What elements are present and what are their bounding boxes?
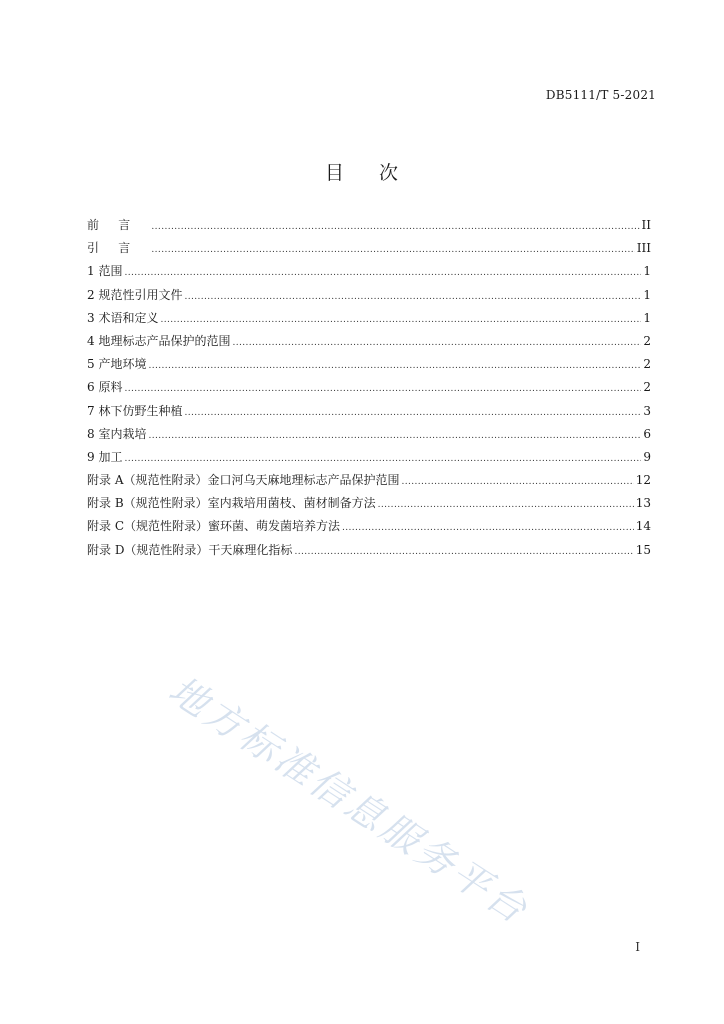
toc-entry-2[interactable] xyxy=(87,288,651,311)
toc-entry-label: 附录 A（规范性附录）金口河乌天麻地理标志产品保护范围 xyxy=(87,473,400,488)
toc-entry-label: 附录 D（规范性附录）干天麻理化指标 xyxy=(87,542,293,557)
dot-leader xyxy=(401,475,633,489)
toc-entry-label-text: 前言 xyxy=(87,218,150,232)
toc-entry-page: 2 xyxy=(643,333,651,348)
watermark: 地方标准信息服务平台 xyxy=(161,667,538,934)
dot-leader xyxy=(124,452,641,466)
toc-entry-label: 2 规范性引用文件 xyxy=(87,287,183,302)
toc-title-part-2: 次 xyxy=(379,162,400,184)
toc-entry-page: III xyxy=(636,241,651,256)
dot-leader xyxy=(232,336,641,350)
toc-entry-appendix-d[interactable] xyxy=(87,543,651,566)
toc-entry-5[interactable] xyxy=(87,357,651,380)
document-code: DB5111/T 5-2021 xyxy=(545,88,656,102)
dot-leader xyxy=(148,359,641,373)
toc-entry-foreword[interactable] xyxy=(87,218,651,241)
page-number: I xyxy=(635,940,640,954)
toc-entry-1[interactable] xyxy=(87,264,651,287)
toc-entry-page: 12 xyxy=(635,473,651,488)
dot-leader xyxy=(151,243,634,257)
toc-entry-appendix-a[interactable] xyxy=(87,473,651,496)
toc-entry-page: 3 xyxy=(643,403,651,418)
toc-entry-page: 6 xyxy=(643,426,651,441)
table-of-contents xyxy=(87,218,651,566)
toc-title-part-1: 目 xyxy=(324,162,345,184)
toc-entry-label: 7 林下仿野生种植 xyxy=(87,403,183,418)
toc-entry-appendix-b[interactable] xyxy=(87,496,651,519)
toc-title xyxy=(0,158,724,185)
dot-leader xyxy=(378,498,634,512)
dot-leader xyxy=(124,266,641,280)
dot-leader xyxy=(124,382,641,396)
toc-entry-label xyxy=(87,241,149,255)
toc-entry-page: 2 xyxy=(643,380,651,395)
toc-entry-8[interactable] xyxy=(87,427,651,450)
toc-entry-4[interactable] xyxy=(87,334,651,357)
toc-entry-label: 4 地理标志产品保护的范围 xyxy=(87,333,231,348)
toc-entry-label: 附录 B（规范性附录）室内栽培用菌枝、菌材制备方法 xyxy=(87,496,376,511)
toc-entry-3[interactable] xyxy=(87,311,651,334)
toc-entry-label xyxy=(87,218,149,232)
dot-leader xyxy=(148,429,641,443)
toc-entry-7[interactable] xyxy=(87,404,651,427)
toc-entry-label: 5 产地环境 xyxy=(87,357,147,372)
toc-entry-page: 1 xyxy=(643,310,651,325)
dot-leader xyxy=(160,313,641,327)
toc-entry-label: 8 室内栽培 xyxy=(87,426,147,441)
dot-leader xyxy=(294,545,633,559)
toc-entry-page: 15 xyxy=(635,542,651,557)
toc-entry-6[interactable] xyxy=(87,380,651,403)
toc-entry-page: 13 xyxy=(635,496,651,511)
dot-leader xyxy=(342,521,634,535)
toc-entry-page: 2 xyxy=(643,357,651,372)
dot-leader xyxy=(184,290,641,304)
toc-entry-introduction[interactable] xyxy=(87,241,651,264)
dot-leader xyxy=(184,406,641,420)
toc-entry-label: 1 范围 xyxy=(87,264,123,279)
toc-entry-label: 附录 C（规范性附录）蜜环菌、萌发菌培养方法 xyxy=(87,519,340,534)
toc-entry-page: 1 xyxy=(643,264,651,279)
toc-entry-page: 14 xyxy=(635,519,651,534)
toc-entry-label: 3 术语和定义 xyxy=(87,310,159,325)
toc-entry-9[interactable] xyxy=(87,450,651,473)
toc-entry-page: 1 xyxy=(643,287,651,302)
toc-entry-page: 9 xyxy=(643,449,651,464)
toc-entry-appendix-c[interactable] xyxy=(87,519,651,542)
toc-entry-page: II xyxy=(641,218,651,232)
toc-entry-label-text: 引言 xyxy=(87,241,150,256)
toc-entry-label: 9 加工 xyxy=(87,449,123,464)
dot-leader xyxy=(151,220,639,234)
toc-entry-label: 6 原料 xyxy=(87,380,123,395)
